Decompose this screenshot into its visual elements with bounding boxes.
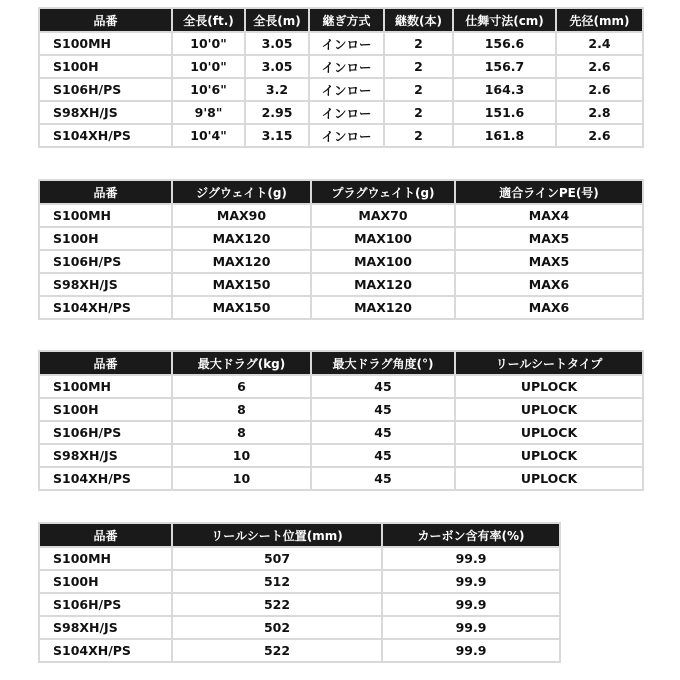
model-cell: S104XH/PS	[39, 124, 172, 147]
header-cell: 全長(m)	[245, 8, 309, 32]
table-row	[39, 616, 560, 639]
table-row	[39, 273, 643, 296]
table-cell: 522	[172, 593, 382, 616]
table-cell: 99.9	[382, 547, 560, 570]
table-cell: 99.9	[382, 616, 560, 639]
table-cell: インロー	[309, 124, 384, 147]
table-cell: 6	[172, 375, 311, 398]
table-cell: 156.7	[453, 55, 556, 78]
header-cell: 適合ラインPE(号)	[455, 180, 643, 204]
model-cell: S104XH/PS	[39, 467, 172, 490]
table-cell: MAX5	[455, 250, 643, 273]
spec-table-weight	[38, 179, 644, 320]
table-cell: 9'8"	[172, 101, 245, 124]
table-cell: 2.6	[556, 55, 643, 78]
model-cell: S98XH/JS	[39, 444, 172, 467]
spec-table-carbon	[38, 522, 561, 663]
table-row	[39, 227, 643, 250]
model-cell: S100H	[39, 398, 172, 421]
header-row	[39, 351, 643, 375]
model-cell: S100MH	[39, 547, 172, 570]
table-cell: MAX120	[311, 273, 455, 296]
table-row	[39, 570, 560, 593]
table-row	[39, 250, 643, 273]
table-cell: 2.6	[556, 124, 643, 147]
model-cell: S98XH/JS	[39, 273, 172, 296]
table-cell: 45	[311, 444, 455, 467]
table-cell: 45	[311, 421, 455, 444]
table-cell: 10'0"	[172, 55, 245, 78]
table-row	[39, 296, 643, 319]
model-cell: S106H/PS	[39, 593, 172, 616]
table-cell: MAX90	[172, 204, 311, 227]
table-cell: MAX100	[311, 227, 455, 250]
table-row	[39, 639, 560, 662]
header-cell: ジグウェイト(g)	[172, 180, 311, 204]
table-cell: UPLOCK	[455, 444, 643, 467]
table-cell: 3.05	[245, 55, 309, 78]
table-cell: MAX70	[311, 204, 455, 227]
table-cell: 8	[172, 421, 311, 444]
table-row	[39, 101, 643, 124]
table-row	[39, 593, 560, 616]
table-cell: 2.6	[556, 78, 643, 101]
table-cell: MAX150	[172, 273, 311, 296]
table-cell: MAX120	[311, 296, 455, 319]
header-row	[39, 8, 643, 32]
header-cell: 品番	[39, 351, 172, 375]
table-row	[39, 467, 643, 490]
table-cell: 3.2	[245, 78, 309, 101]
table-cell: インロー	[309, 101, 384, 124]
header-cell: 先径(mm)	[556, 8, 643, 32]
table-row	[39, 547, 560, 570]
model-cell: S106H/PS	[39, 250, 172, 273]
table-cell: 45	[311, 398, 455, 421]
table-cell: 161.8	[453, 124, 556, 147]
header-cell: プラグウェイト(g)	[311, 180, 455, 204]
table-cell: 10'4"	[172, 124, 245, 147]
header-cell: 品番	[39, 180, 172, 204]
model-cell: S104XH/PS	[39, 639, 172, 662]
table-cell: 502	[172, 616, 382, 639]
table-cell: 156.6	[453, 32, 556, 55]
model-cell: S100MH	[39, 32, 172, 55]
model-cell: S104XH/PS	[39, 296, 172, 319]
header-cell: リールシートタイプ	[455, 351, 643, 375]
table-cell: 2.8	[556, 101, 643, 124]
model-cell: S106H/PS	[39, 421, 172, 444]
table-row	[39, 398, 643, 421]
spec-table-drag	[38, 350, 644, 491]
table-cell: 10'0"	[172, 32, 245, 55]
table-cell: MAX6	[455, 296, 643, 319]
table-row	[39, 421, 643, 444]
table-cell: 2	[384, 78, 453, 101]
table-row	[39, 78, 643, 101]
table-cell: 99.9	[382, 593, 560, 616]
table-cell: インロー	[309, 32, 384, 55]
header-cell: 仕舞寸法(cm)	[453, 8, 556, 32]
model-cell: S100H	[39, 55, 172, 78]
table-cell: MAX4	[455, 204, 643, 227]
table-cell: 2	[384, 55, 453, 78]
header-cell: 継数(本)	[384, 8, 453, 32]
table-cell: 2	[384, 101, 453, 124]
header-cell: 継ぎ方式	[309, 8, 384, 32]
header-cell: 最大ドラグ(kg)	[172, 351, 311, 375]
table-cell: 522	[172, 639, 382, 662]
header-row	[39, 180, 643, 204]
model-cell: S100MH	[39, 204, 172, 227]
table-cell: 99.9	[382, 570, 560, 593]
table-row	[39, 204, 643, 227]
table-cell: MAX6	[455, 273, 643, 296]
table-cell: MAX120	[172, 227, 311, 250]
table-cell: 2	[384, 32, 453, 55]
table-row	[39, 375, 643, 398]
model-cell: S100H	[39, 227, 172, 250]
table-cell: MAX5	[455, 227, 643, 250]
table-cell: UPLOCK	[455, 467, 643, 490]
table-cell: 512	[172, 570, 382, 593]
header-cell: カーボン含有率(%)	[382, 523, 560, 547]
header-cell: 全長(ft.)	[172, 8, 245, 32]
table-cell: インロー	[309, 55, 384, 78]
table-cell: 164.3	[453, 78, 556, 101]
table-cell: 10	[172, 467, 311, 490]
table-cell: UPLOCK	[455, 375, 643, 398]
model-cell: S106H/PS	[39, 78, 172, 101]
table-cell: 45	[311, 375, 455, 398]
header-cell: 最大ドラグ角度(°)	[311, 351, 455, 375]
table-row	[39, 124, 643, 147]
table-cell: 2.4	[556, 32, 643, 55]
table-cell: UPLOCK	[455, 421, 643, 444]
table-cell: 99.9	[382, 639, 560, 662]
table-row	[39, 32, 643, 55]
model-cell: S100H	[39, 570, 172, 593]
spec-table-length	[38, 7, 644, 148]
header-cell: リールシート位置(mm)	[172, 523, 382, 547]
table-cell: 2.95	[245, 101, 309, 124]
table-cell: 10'6"	[172, 78, 245, 101]
table-row	[39, 444, 643, 467]
header-cell: 品番	[39, 523, 172, 547]
table-cell: 507	[172, 547, 382, 570]
model-cell: S98XH/JS	[39, 616, 172, 639]
table-cell: 3.05	[245, 32, 309, 55]
table-cell: UPLOCK	[455, 398, 643, 421]
header-row	[39, 523, 560, 547]
table-cell: 45	[311, 467, 455, 490]
model-cell: S100MH	[39, 375, 172, 398]
header-cell: 品番	[39, 8, 172, 32]
table-cell: MAX150	[172, 296, 311, 319]
table-cell: 151.6	[453, 101, 556, 124]
table-cell: 3.15	[245, 124, 309, 147]
table-cell: インロー	[309, 78, 384, 101]
table-cell: MAX120	[172, 250, 311, 273]
table-cell: MAX100	[311, 250, 455, 273]
table-cell: 10	[172, 444, 311, 467]
table-row	[39, 55, 643, 78]
table-cell: 8	[172, 398, 311, 421]
model-cell: S98XH/JS	[39, 101, 172, 124]
table-cell: 2	[384, 124, 453, 147]
